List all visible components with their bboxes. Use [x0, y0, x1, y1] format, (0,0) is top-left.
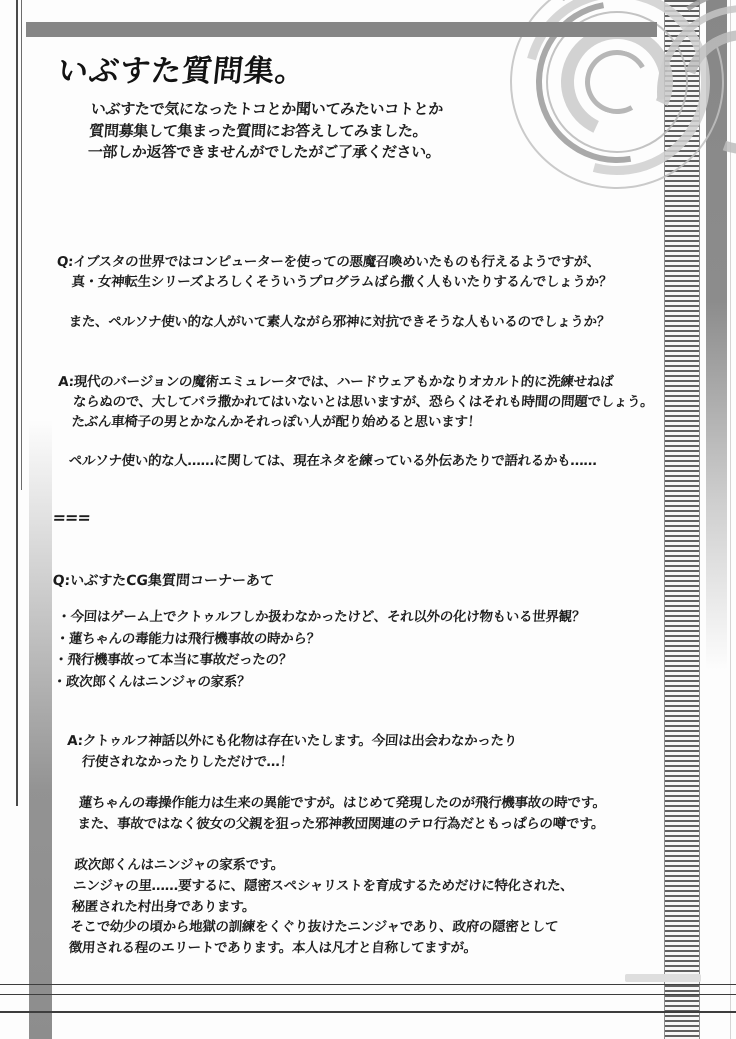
- text-line: 質問募集して集まった質問にお答えしてみました。: [88, 121, 429, 140]
- section-divider: ===: [52, 508, 91, 527]
- text-line: Q:イブスタの世界ではコンピューターを使っての悪魔召喚めいたものも行えるようですが、: [56, 254, 601, 270]
- text-line: そこで幼少の頃から地獄の訓練をくぐり抜けたニンジャであり、政府の隠密として: [69, 919, 559, 936]
- question-1-block: [52, 252, 615, 332]
- text-line: たぶん車椅子の男とかなんかそれっぽい人が配り始めると思います！: [70, 413, 482, 430]
- text-line: ・蓮ちゃんの毒能力は飛行機事故の時から？: [55, 630, 321, 647]
- answer-1-block: [52, 373, 655, 472]
- text-line: 真・女神転生シリーズよろしくそういうプログラムばら撒く人もいたりするんでしょうか？: [70, 274, 613, 290]
- text-line: ニンジャの里……要するに、隠密スペシャリストを育成するためだけに特化された、: [72, 877, 575, 894]
- text-line: ・今回はゲーム上でクトゥルフしか扱わなかったけど、それ以外の化け物もいる世界観？: [56, 609, 586, 625]
- text-line: また、ペルソナ使い的な人がいて素人ながら邪神に対抗できそうな人もいるのでしょうか？: [68, 314, 611, 330]
- question-2-header: Q:いぶすたCG集質問コーナーあて: [52, 573, 275, 589]
- bottom-rule-line: [0, 984, 736, 985]
- text-line: 一部しか返答できませんがでしたがご了承ください。: [87, 143, 442, 161]
- top-gray-bar-decoration: [26, 22, 657, 37]
- text-line: 行使されなかったりしただけで…！: [81, 753, 294, 770]
- bottom-rule-line: [0, 994, 736, 995]
- left-border-line-inner: [21, 0, 22, 490]
- text-line: 秘匿された村出身であります。: [71, 898, 256, 915]
- text-line: 蓮ちゃんの毒操作能力は生来の異能ですが。はじめて発現したのが飛行機事故の時です。: [78, 795, 607, 812]
- answer-2-block: [52, 731, 611, 959]
- bottom-rule-line: [0, 1011, 736, 1013]
- ring-core-icon: [578, 43, 656, 121]
- text-line: いぶすたで気になったトコとか聞いてみたいコトとか: [90, 100, 444, 118]
- right-stripe-band-decoration: [664, 0, 700, 1039]
- page-title: いぶすた質問集。: [56, 54, 308, 89]
- question-2-bullet-list: [52, 607, 586, 693]
- right-gray-bar-decoration: [706, 0, 727, 670]
- text-line: ならぬので、大してバラ撒かれてはいないとは思いますが、恐らくはそれも時間の問題でしょう。: [72, 393, 654, 410]
- right-edge-line-decoration: [730, 0, 731, 1039]
- text-line: [59, 835, 603, 856]
- text-line: [53, 292, 612, 312]
- text-line: ・政次郎くんはニンジャの家系？: [52, 673, 251, 690]
- left-gray-bar-decoration: [29, 420, 52, 1039]
- intro-paragraph: [87, 99, 444, 164]
- text-line: ・飛行機事故って本当に事故だったの？: [53, 652, 293, 668]
- text-line: ペルソナ使い的な人……に関しては、現在ネタを練っている外伝あたりで語れるかも……: [68, 453, 598, 470]
- text-line: 徴用される程のエリートであります。本人は凡才と自称してますが。: [68, 940, 478, 957]
- text-line: A:クトゥルフ神話以外にも化物は存在いたします。今回は出会わなかったり: [66, 733, 518, 749]
- text-line: A:現代のバージョンの魔術エミュレータでは、ハードウェアもかなりオカルト的に洗練せねば: [57, 374, 614, 390]
- text-line: 政次郎くんはニンジャの家系です。: [73, 857, 285, 874]
- text-line: [53, 432, 651, 452]
- left-border-line-outer: [16, 0, 18, 806]
- faint-credit-smudge: [625, 974, 701, 982]
- text-line: [64, 772, 608, 793]
- text-line: また、事故ではなく彼女の父親を狙った邪神教団関連のテロ行為だともっぱらの噂です。: [76, 815, 605, 832]
